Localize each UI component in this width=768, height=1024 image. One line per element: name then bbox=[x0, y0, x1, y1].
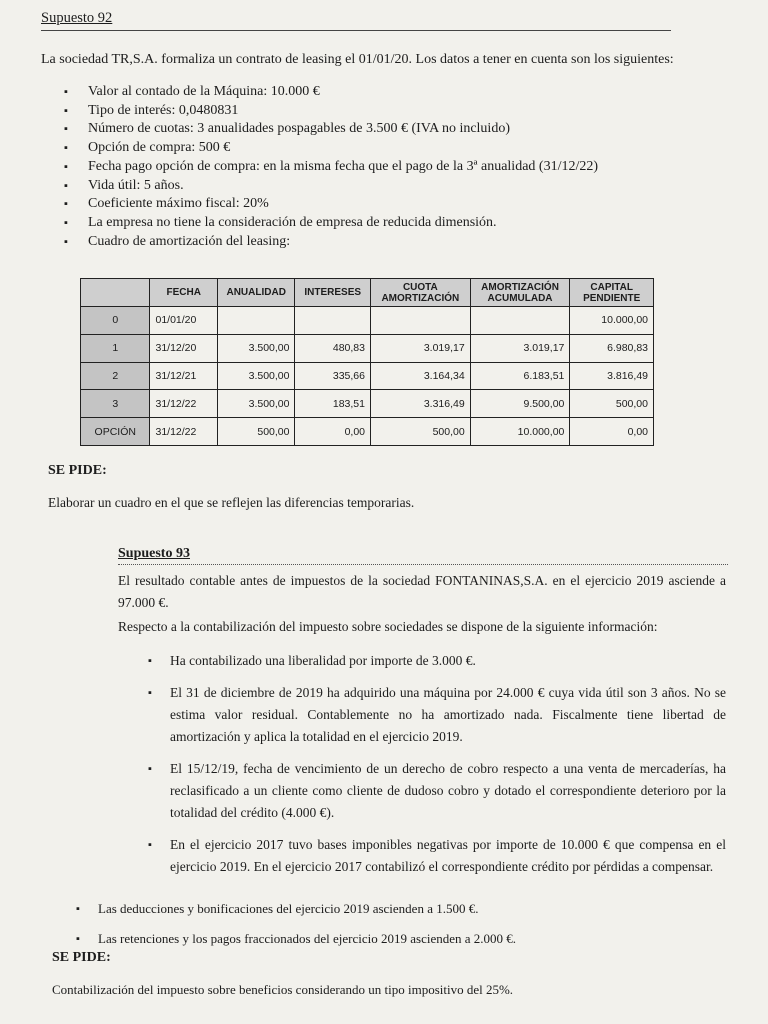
table-header-row bbox=[81, 279, 654, 307]
supuesto-92-title: Supuesto 92 bbox=[41, 10, 113, 26]
cell-acumulada: 9.500,00 bbox=[470, 390, 570, 418]
cell-intereses: 183,51 bbox=[295, 390, 371, 418]
supuesto-93-info-list bbox=[148, 650, 726, 888]
cell-fecha: 31/12/22 bbox=[150, 418, 217, 446]
table-row bbox=[81, 418, 654, 446]
supuesto-93-se-pide: SE PIDE: bbox=[52, 950, 111, 965]
cell-fecha: 31/12/21 bbox=[150, 362, 217, 390]
cell-cuota: 3.316,49 bbox=[371, 390, 471, 418]
cell-anualidad: 3.500,00 bbox=[217, 334, 295, 362]
cell-acumulada: 6.183,51 bbox=[470, 362, 570, 390]
cell-acumulada: 10.000,00 bbox=[470, 418, 570, 446]
cell-anualidad bbox=[217, 307, 295, 335]
supuesto-92-task: Elaborar un cuadro en el que se reflejen las diferencias temporarias. bbox=[48, 495, 415, 510]
cell-capital: 500,00 bbox=[570, 390, 654, 418]
cell-fecha: 31/12/22 bbox=[150, 390, 217, 418]
list-item: ▪ Las retenciones y los pagos fraccionados del ejercicio 2019 ascienden a 2.000 €. bbox=[76, 924, 716, 954]
cell-intereses: 480,83 bbox=[295, 334, 371, 362]
supuesto-92-se-pide: SE PIDE: bbox=[48, 463, 107, 478]
cell-cuota: 500,00 bbox=[371, 418, 471, 446]
supuesto-93-title: Supuesto 93 bbox=[118, 546, 190, 561]
cell-fecha: 31/12/20 bbox=[150, 334, 217, 362]
header-fecha: FECHA bbox=[150, 279, 217, 307]
row-label: 2 bbox=[81, 362, 150, 390]
header-amortizacion-acumulada: AMORTIZACIÓN ACUMULADA bbox=[470, 279, 570, 307]
list-item: ▪ Las deducciones y bonificaciones del ejercicio 2019 ascienden a 1.500 €. bbox=[76, 894, 716, 924]
cell-cuota: 3.164,34 bbox=[371, 362, 471, 390]
list-item: ▪ La empresa no tiene la consideración de empresa de reducida dimensión. bbox=[64, 214, 664, 233]
table-row bbox=[81, 390, 654, 418]
cell-intereses: 0,00 bbox=[295, 418, 371, 446]
cell-anualidad: 500,00 bbox=[217, 418, 295, 446]
supuesto-93-paragraph-1: El resultado contable antes de impuestos de la sociedad FONTANINAS,S.A. en el ejercicio 2019 asciende a 97.000 €. bbox=[118, 573, 726, 610]
list-item: ▪ Ha contabilizado una liberalidad por importe de 3.000 €. bbox=[148, 650, 726, 672]
supuesto-93-task: Contabilización del impuesto sobre beneficios considerando un tipo impositivo del 25%. bbox=[52, 982, 514, 997]
row-label: 1 bbox=[81, 334, 150, 362]
cell-cuota bbox=[371, 307, 471, 335]
supuesto-92-title-bar bbox=[41, 10, 671, 31]
list-item: ▪ Valor al contado de la Máquina: 10.000 € bbox=[64, 83, 664, 102]
cell-anualidad: 3.500,00 bbox=[217, 390, 295, 418]
list-item: ▪ Vida útil: 5 años. bbox=[64, 177, 664, 196]
list-item: ▪ Número de cuotas: 3 anualidades pospagables de 3.500 € (IVA no incluido) bbox=[64, 120, 664, 139]
table-row bbox=[81, 334, 654, 362]
supuesto-93-title-bar bbox=[118, 546, 728, 565]
cell-acumulada bbox=[470, 307, 570, 335]
cell-capital: 3.816,49 bbox=[570, 362, 654, 390]
list-item: ▪ El 15/12/19, fecha de vencimiento de un derecho de cobro respecto a una venta de mercaderías, ha reclasificado a un cliente como cliente de dudoso cobro y dotado el correspondiente deterioro por la totalidad del crédito (4.000 €). bbox=[148, 758, 726, 824]
cell-acumulada: 3.019,17 bbox=[470, 334, 570, 362]
leasing-amortization-table bbox=[80, 278, 654, 446]
list-item: ▪ El 31 de diciembre de 2019 ha adquirido una máquina por 24.000 € cuya vida útil son 3 años. No se estima valor residual. Contablemente no ha amortizado nada. Fiscalmente tiene libertad de amortización y aplica la totalidad en el ejercicio 2019. bbox=[148, 682, 726, 748]
table-row bbox=[81, 362, 654, 390]
supuesto-93-outer-list bbox=[76, 894, 716, 954]
supuesto-92-intro: La sociedad TR,S.A. formaliza un contrato de leasing el 01/01/20. Los datos a tener en cuenta son los siguientes: bbox=[41, 52, 674, 67]
list-item: ▪ Coeficiente máximo fiscal: 20% bbox=[64, 195, 664, 214]
header-cuota-amortizacion: CUOTA AMORTIZACIÓN bbox=[371, 279, 471, 307]
row-label: 3 bbox=[81, 390, 150, 418]
cell-cuota: 3.019,17 bbox=[371, 334, 471, 362]
cell-intereses bbox=[295, 307, 371, 335]
cell-anualidad: 3.500,00 bbox=[217, 362, 295, 390]
list-item: ▪ Fecha pago opción de compra: en la misma fecha que el pago de la 3ª anualidad (31/12/22) bbox=[64, 158, 664, 177]
header-intereses: INTERESES bbox=[295, 279, 371, 307]
table-row bbox=[81, 307, 654, 335]
cell-fecha: 01/01/20 bbox=[150, 307, 217, 335]
cell-capital: 0,00 bbox=[570, 418, 654, 446]
list-item: ▪ Opción de compra: 500 € bbox=[64, 139, 664, 158]
cell-capital: 6.980,83 bbox=[570, 334, 654, 362]
header-blank bbox=[81, 279, 150, 307]
cell-capital: 10.000,00 bbox=[570, 307, 654, 335]
supuesto-92-data-list bbox=[64, 83, 664, 251]
row-label: OPCIÓN bbox=[81, 418, 150, 446]
row-label: 0 bbox=[81, 307, 150, 335]
list-item: ▪ Cuadro de amortización del leasing: bbox=[64, 233, 664, 252]
cell-intereses: 335,66 bbox=[295, 362, 371, 390]
list-item: ▪ Tipo de interés: 0,0480831 bbox=[64, 102, 664, 121]
supuesto-93-paragraph-2: Respecto a la contabilización del impuesto sobre sociedades se dispone de la siguiente información: bbox=[118, 619, 658, 634]
list-item: ▪ En el ejercicio 2017 tuvo bases imponibles negativas por importe de 10.000 € que compensa en el ejercicio 2019. En el ejercicio 2017 contabilizó el correspondiente crédito por pérdidas a compensar. bbox=[148, 834, 726, 878]
header-capital-pendiente: CAPITAL PENDIENTE bbox=[570, 279, 654, 307]
header-anualidad: ANUALIDAD bbox=[217, 279, 295, 307]
